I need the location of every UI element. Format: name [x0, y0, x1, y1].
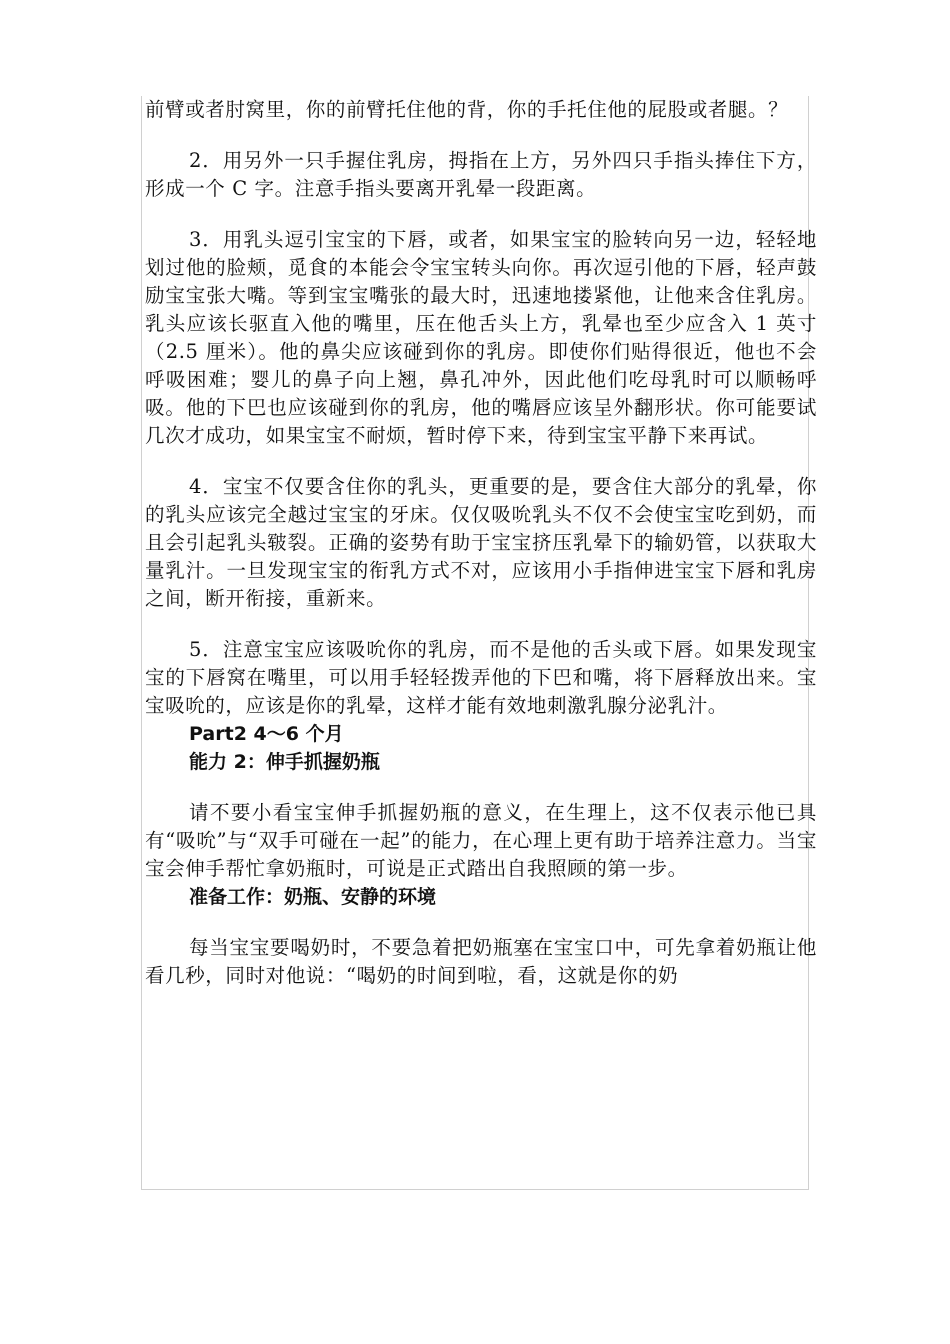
section-heading-ability-2: 能力 2：伸手抓握奶瓶 — [189, 751, 380, 773]
paragraph-step-4: 4．宝宝不仅要含住你的乳头，更重要的是，要含住大部分的乳晕，你的乳头应该完全越过宝宝的牙床。仅仅吸吮乳头不仅不会使宝宝吃到奶，而且会引起乳头皲裂。正确的姿势有助于宝宝挤压乳晕下的输奶管，以获取大量乳汁。一旦发现宝宝的衔乳方式不对，应该用小手指伸进宝宝下唇和乳房之间，断开衔接，重新来。 — [145, 475, 817, 610]
document-body — [145, 96, 817, 990]
paragraph-step-5: 5．注意宝宝应该吸吮你的乳房，而不是他的舌头或下唇。如果发现宝宝的下唇窝在嘴里，可以用手轻轻拨弄他的下巴和嘴，将下唇释放出来。宝宝吸吮的，应该是你的乳晕，这样才能有效地刺激乳腺分泌乳汁。 — [145, 638, 817, 717]
paragraph-step-2: 2．用另外一只手握住乳房，拇指在上方，另外四只手指头捧住下方，形成一个 C 字。注意手指头要离开乳晕一段距离。 — [145, 149, 817, 200]
paragraph-step-3: 3．用乳头逗引宝宝的下唇，或者，如果宝宝的脸转向另一边，轻轻地划过他的脸颊，觅食的本能会令宝宝转头向你。再次逗引他的下唇，轻声鼓励宝宝张大嘴。等到宝宝嘴张的最大时，迅速地搂紧他，让他来含住乳房。乳头应该长驱直入他的嘴里，压在他舌头上方，乳晕也至少应含入 1 英寸（2.5 厘米）。他的鼻尖应该碰到你的乳房。即使你们贴得很近，他也不会呼吸困难；婴儿的鼻子向上翘，鼻孔冲外，因此他们吃母乳时可以顺畅呼吸。他的下巴也应该碰到你的乳房，他的嘴唇应该呈外翻形状。你可能要试几次才成功，如果宝宝不耐烦，暂时停下来，待到宝宝平静下来再试。 — [145, 228, 817, 447]
paragraph-preparation: 每当宝宝要喝奶时，不要急着把奶瓶塞在宝宝口中，可先拿着奶瓶让他看几秒，同时对他说：“喝奶的时间到啦，看，这就是你的奶 — [145, 936, 817, 987]
paragraph-ability-description: 请不要小看宝宝伸手抓握奶瓶的意义，在生理上，这不仅表示他已具有“吸吮”与“双手可碰在一起”的能力，在心理上更有助于培养注意力。当宝宝会伸手帮忙拿奶瓶时，可说是正式踏出自我照顾的第一步。 — [145, 801, 817, 880]
section-heading-part2: Part2 4～6 个月 — [189, 723, 344, 745]
section-heading-preparation: 准备工作：奶瓶、安静的环境 — [189, 886, 437, 908]
paragraph-1: 前臂或者肘窝里，你的前臂托住他的背，你的手托住他的屁股或者腿。？ — [145, 98, 789, 121]
